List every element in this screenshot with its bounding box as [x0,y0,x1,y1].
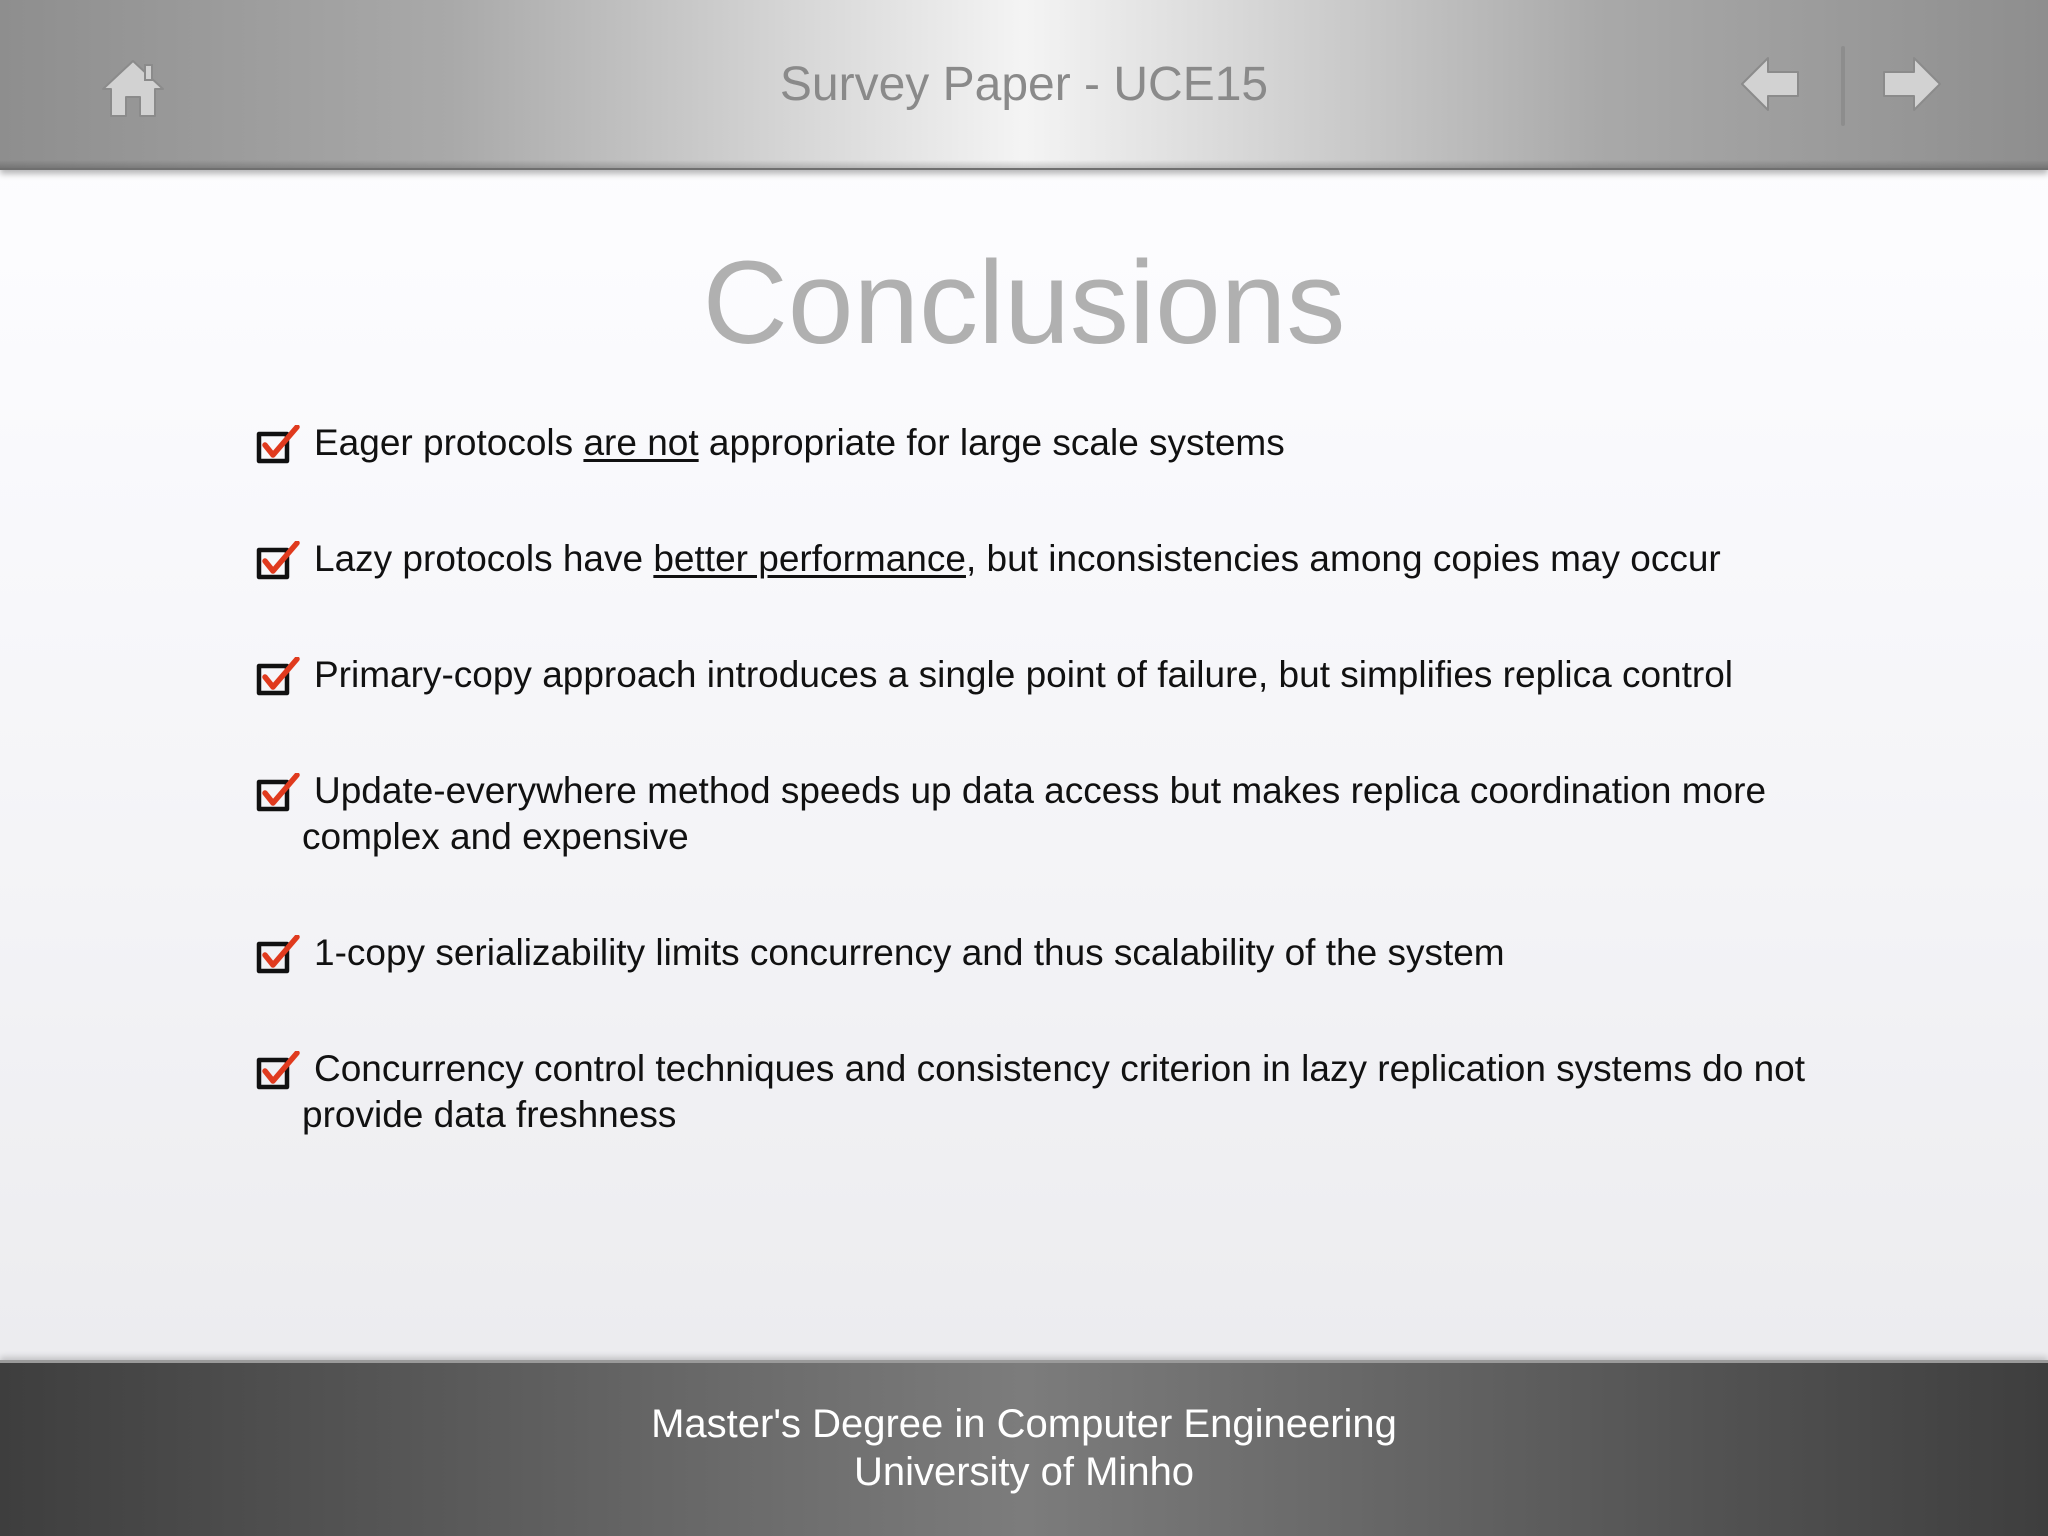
bullet-text-tail: appropriate for large scale systems [698,422,1285,463]
presentation-title: Survey Paper - UCE15 [779,58,1269,111]
nav-divider [1841,46,1845,126]
bullet-text: Update-everywhere method speeds up data access but makes replica coordination more [314,770,1767,811]
bullet-item [256,536,1856,582]
arrow-right-icon[interactable] [1880,52,1944,116]
bullet-text: Primary-copy approach introduces a single point of failure, but simplifies replica control [314,654,1734,695]
arrow-left-icon[interactable] [1738,52,1802,116]
checkbox-checked-icon [256,773,302,813]
footer-university: University of Minho [853,1450,1195,1494]
bullet-text-continuation: provide data freshness [302,1094,677,1135]
bullet-item [256,930,1856,976]
bullet-emphasis: are not [583,422,699,463]
slide-title: Conclusions [702,237,1346,369]
bullet-item [256,652,1856,698]
bullet-emphasis: better performance [653,538,966,579]
checkbox-checked-icon [256,935,302,975]
bullet-text: Lazy protocols have [314,538,654,579]
bullet-item [256,420,1856,466]
home-icon[interactable] [100,56,166,120]
conclusions-list [256,420,1856,1138]
bullet-text: Concurrency control techniques and consistency criterion in lazy replication systems do not [314,1048,1806,1089]
bullet-item [256,1046,1856,1138]
bullet-text: Eager protocols [314,422,584,463]
checkbox-checked-icon [256,1051,302,1091]
bullet-item [256,768,1856,860]
footer-degree: Master's Degree in Computer Engineering [651,1402,1397,1446]
bullet-text-tail: , but inconsistencies among copies may occur [965,538,1721,579]
checkbox-checked-icon [256,657,302,697]
bullet-text-continuation: complex and expensive [302,816,689,857]
checkbox-checked-icon [256,425,302,465]
bullet-text: 1-copy serializability limits concurrency and thus scalability of the system [314,932,1505,973]
checkbox-checked-icon [256,541,302,581]
